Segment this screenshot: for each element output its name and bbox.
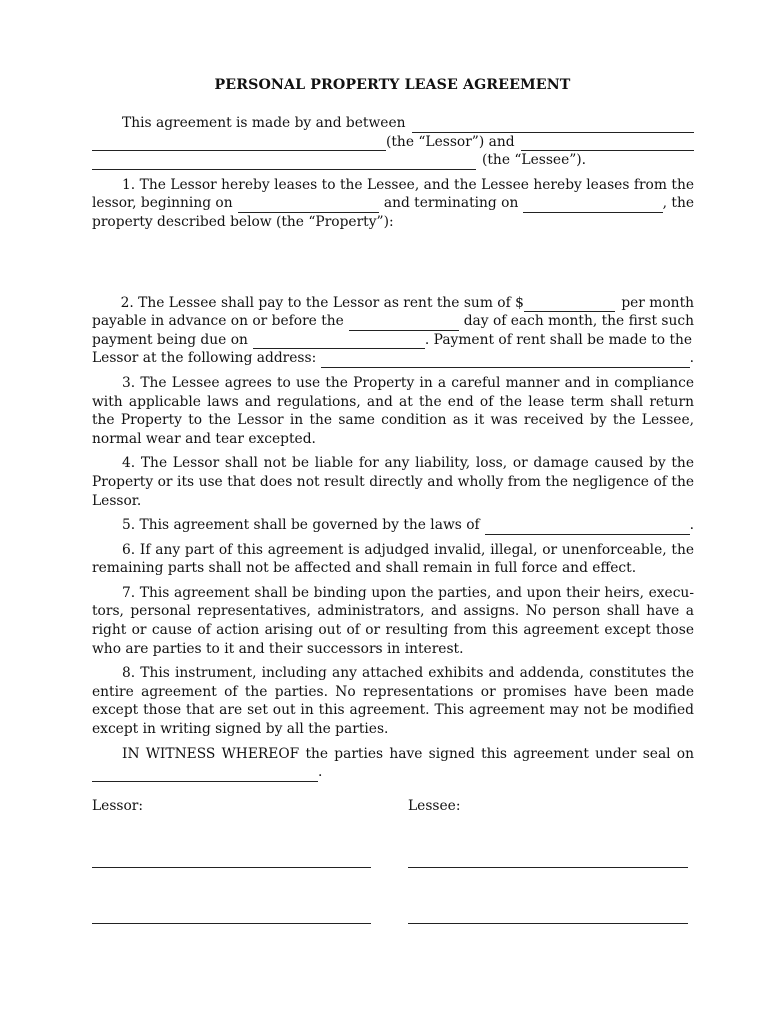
party-one-blank[interactable] xyxy=(412,118,695,133)
intro-line-3 xyxy=(92,151,694,170)
clause-4: 4. The Lessor shall not be liable for any liability, loss, or damage caused by the Property or its use that does not result directly and wholly from the negligence of the Lessor. xyxy=(92,455,694,509)
rent-amount-label: 2. The Lessee shall pay to the Lessor as rent the sum of $ xyxy=(120,294,524,311)
clause-8: 8. This instrument, including any attached exhibits and addenda, constitutes the entire agreement of the parties. No representations or promises have been made except those that are set out in this agreement. This agreement may not be modified except in writing signed by all the parties. xyxy=(92,665,694,738)
rent-amount-blank[interactable] xyxy=(524,297,615,312)
signing-date-blank[interactable] xyxy=(92,767,318,782)
per-month-label: per month xyxy=(621,294,694,311)
party-two-blank[interactable] xyxy=(521,136,694,151)
property-description-area[interactable] xyxy=(92,232,694,288)
lessee-name-blank[interactable] xyxy=(92,155,476,170)
witness-line-2 xyxy=(92,763,694,782)
intro-lead: This agreement is made by and between xyxy=(122,115,406,131)
day-of-month-label: day of each month, the first such xyxy=(463,313,694,330)
clause-1-line-2 xyxy=(92,194,694,213)
clause-1-end-label: and terminating on xyxy=(383,195,519,212)
clause-2-line-4 xyxy=(92,349,694,368)
clause-3: 3. The Lessee agrees to use the Property in a careful manner and in compliance with applicable laws and regulations, and at the end of the lease term shall return the Property to the Lessor in the same condition as it was received by the Lessee, normal wear and tear excepted. xyxy=(92,374,694,447)
lessor-name-line[interactable] xyxy=(92,923,371,924)
lessor-signature-line[interactable] xyxy=(92,867,371,868)
clause-1-line-3 xyxy=(92,213,694,232)
lease-start-date-blank[interactable] xyxy=(238,198,379,213)
intro-line-1 xyxy=(92,114,694,133)
payment-place-label: . Payment of rent shall be made to the xyxy=(424,331,693,348)
document-title: PERSONAL PROPERTY LEASE AGREEMENT xyxy=(214,77,571,93)
clause-2-line-3 xyxy=(92,331,694,350)
property-description-label: property described below (the “Property”): xyxy=(92,213,394,230)
lessee-tag: (the “Lessee”). xyxy=(482,152,587,169)
clause-1-begin-label: lessor, beginning on xyxy=(92,195,233,212)
intro-line-2 xyxy=(92,133,694,152)
clause-5-end: . xyxy=(689,517,694,534)
governing-law-blank[interactable] xyxy=(485,520,690,535)
clause-1 xyxy=(92,176,694,288)
lessor-name-blank[interactable] xyxy=(92,136,386,151)
clause-1-tail: , the xyxy=(662,195,694,212)
first-payment-label: payment being due on xyxy=(92,331,248,348)
document-body xyxy=(92,114,694,782)
lessor-signature-label: Lessor: xyxy=(92,798,144,814)
clause-2-line-1 xyxy=(92,294,694,313)
clause-6: 6. If any part of this agreement is adjudged invalid, illegal, or unenforceable, the remaining parts shall not be affected and shall remain in full force and effect. xyxy=(92,541,694,577)
lease-end-date-blank[interactable] xyxy=(523,198,662,213)
intro-block xyxy=(92,114,694,170)
governing-law-label: 5. This agreement shall be governed by the laws of xyxy=(122,517,480,534)
clause-7: 7. This agreement shall be binding upon the parties, and upon their heirs, executors, personal representatives, administrators, and assigns. No person shall have a right or cause of action arising out of or resulting from this agreement except those who are parties to it and their successors in interest. xyxy=(92,584,694,657)
witness-text: IN WITNESS WHEREOF the parties have signed this agreement under seal on xyxy=(122,745,694,762)
clause-1-text: 1. The Lessor hereby leases to the Lessee, and the Lessee hereby leases from the xyxy=(122,176,694,193)
witness-line-1 xyxy=(92,745,694,764)
clause-1-line-1 xyxy=(92,176,694,195)
clause-5 xyxy=(92,516,694,535)
clause-2 xyxy=(92,294,694,368)
lessor-tag: (the “Lessor”) and xyxy=(386,133,515,150)
lessee-name-line[interactable] xyxy=(408,923,688,924)
lessee-signature-line[interactable] xyxy=(408,867,688,868)
lessee-signature-label: Lessee: xyxy=(408,798,461,814)
witness-block xyxy=(92,745,694,782)
lessor-address-blank[interactable] xyxy=(321,353,689,368)
first-payment-date-blank[interactable] xyxy=(253,334,425,349)
payable-label: payable in advance on or before the xyxy=(92,313,344,330)
rent-day-blank[interactable] xyxy=(349,316,459,331)
clause-2-end: . xyxy=(689,350,694,367)
clause-2-line-2 xyxy=(92,312,694,331)
lessor-address-label: Lessor at the following address: xyxy=(92,350,317,367)
witness-end: . xyxy=(318,764,323,781)
